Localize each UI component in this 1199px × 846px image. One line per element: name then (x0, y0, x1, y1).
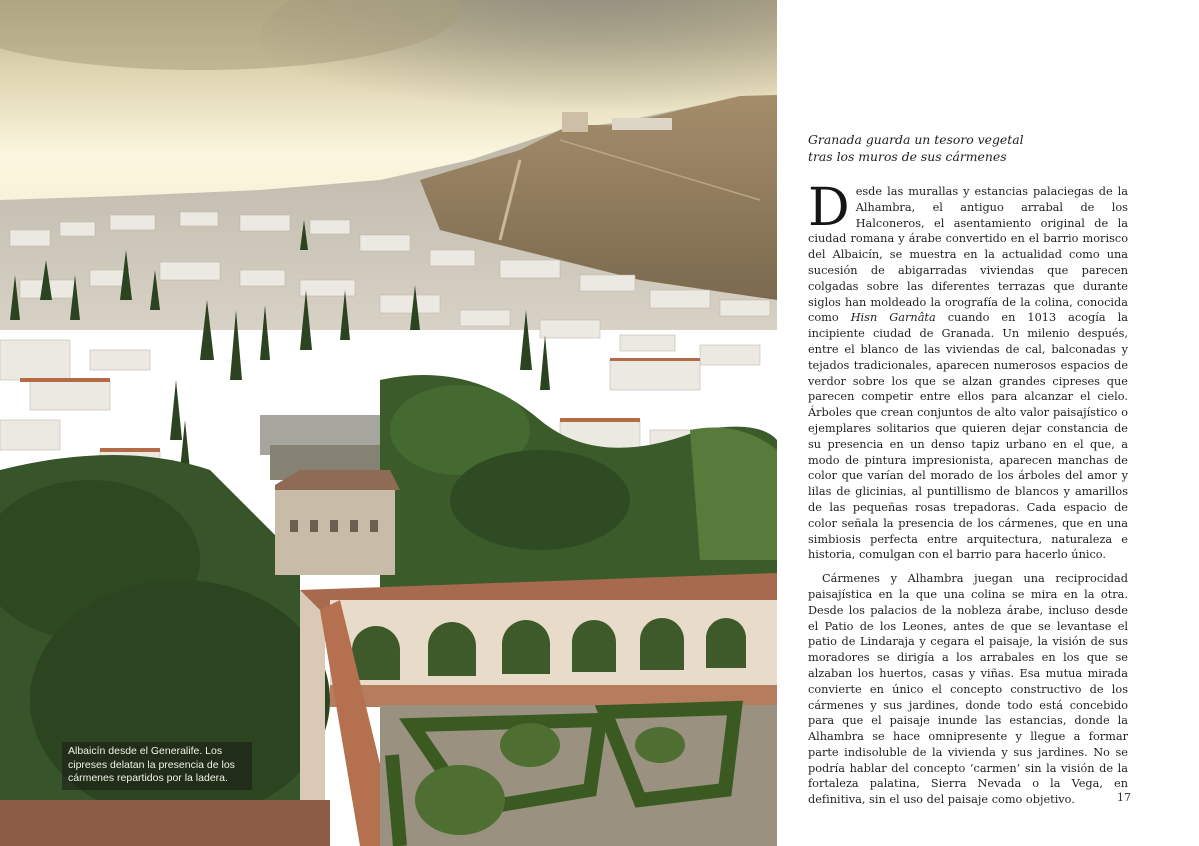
drop-cap: D (808, 178, 850, 238)
photo-caption: Albaicín desde el Generalife. Los cipreses delatan la presencia de los cármenes repartidos por la ladera. (62, 742, 252, 790)
paragraph-1-italic: Hisn Garnâta (850, 311, 936, 325)
subtitle-line-2: tras los muros de sus cármenes (808, 149, 1007, 165)
article-body (808, 178, 1129, 808)
paragraph-2: Cármenes y Alhambra juegan una reciprocidad paisajística en la que una colina se mira en la otra. Desde los palacios de la nobleza árabe, incluso desde el Patio de los Leones, antes de que se levantase el patio de Lindaraja y cegara el paisaje, la visión de sus moradores se dirigía a los arrabales en los que se alzaban los huertos, casas y viñas. Esa mutua mirada convierte en único el concepto constructivo de los cármenes y sus jardines, donde todo está concebido para que el paisaje inunde las estancias, donde la Alhambra se hace omnipresente y llegue a formar parte indisoluble de la vivienda y sus jardines. No se podría hablar del concepto ‘carmen’ sin la visión de la fortaleza palatina, Sierra Nevada o la Vega, en definitiva, sin el uso del paisaje como objetivo. (808, 572, 1128, 807)
page-number: 17 (1117, 791, 1131, 804)
paragraph-1-part-b: cuando en 1013 acogía la incipiente ciudad de Granada. Un milenio después, entre el blanco de las viviendas de cal, balconadas y tejados tradicionales, aparecen numerosos espacios de verdor sobre los que se alzan grandes cipreses que parecen competir entre ellos para alcanzar el cielo. Árboles que crean conjuntos de alto valor paisajístico o ejemplares solitarios que quieren dejar constancia de su presencia en un denso tapiz urbano en el que, a modo de pintura impresionista, aparecen manchas de color que varían del morado de los árboles del amor y lilas de glicinias, al puntillismo de blancos y amarillos de las pequeñas rosas trepadoras. Cada espacio de color señala la presencia de los cármenes, que en una simbiosis perfecta entre arquitectura, naturaleza e historia, comulgan con el barrio para hacerlo único. (808, 311, 1129, 562)
text-page (777, 0, 1199, 846)
subtitle (808, 131, 1108, 166)
paragraph-1 (808, 178, 1129, 563)
subtitle-line-1: Granada guarda un tesoro vegetal (808, 132, 1024, 147)
paragraph-1-part-a: esde las murallas y estancias palaciegas de la Alhambra, el antiguo arrabal de los Halconeros, el asentamiento original de la ciudad romana y árabe convertido en el barrio morisco del Albaicín, se muestra en la actualidad como una sucesión de abigarradas viviendas que parecen colgadas sobre las diferentes terrazas que durante siglos han moldeado la orografía de la colina, conocida como (808, 185, 1128, 325)
